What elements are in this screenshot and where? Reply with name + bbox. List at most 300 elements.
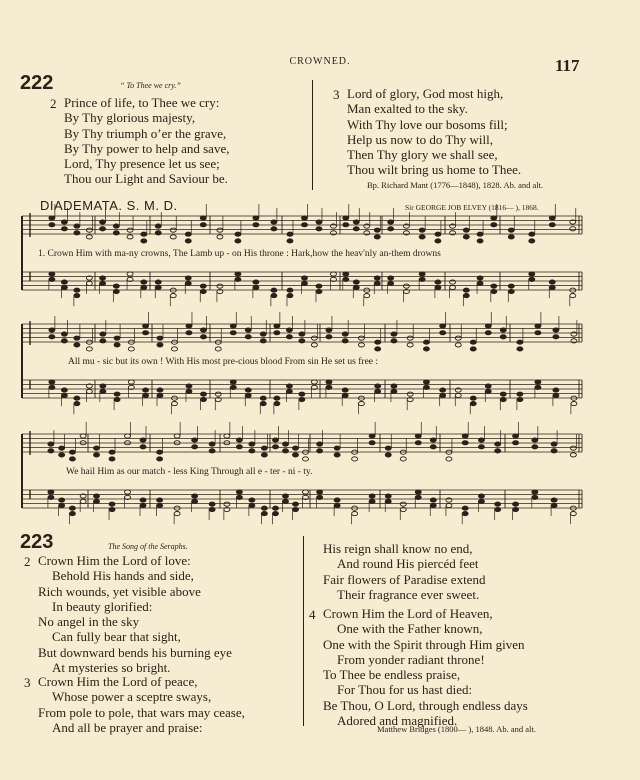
verse-line: By Thy glorious majesty,	[64, 110, 196, 126]
note-head	[369, 434, 375, 438]
note-head	[508, 289, 514, 293]
note-head	[283, 442, 289, 446]
note-head	[283, 494, 289, 498]
note-head	[343, 216, 349, 220]
note-head	[435, 239, 441, 243]
note-head	[157, 450, 163, 454]
note-head	[286, 328, 292, 332]
note-head	[128, 380, 134, 384]
note-head	[430, 503, 436, 507]
note-head	[59, 498, 65, 502]
note-head	[403, 284, 409, 288]
note-head	[553, 335, 559, 339]
note-head	[535, 385, 541, 389]
note-head	[375, 384, 381, 388]
note-head	[293, 453, 299, 457]
note-head	[430, 438, 436, 442]
note-head	[230, 331, 236, 335]
note-head	[358, 343, 364, 347]
note-head	[491, 289, 497, 293]
note-head	[86, 228, 92, 232]
note-head	[463, 294, 469, 298]
note-head	[287, 232, 293, 236]
note-head	[407, 336, 413, 340]
note-head	[94, 453, 100, 457]
note-head	[286, 384, 292, 388]
note-head	[86, 347, 92, 351]
note-head	[74, 343, 80, 347]
note-head	[391, 384, 397, 388]
note-head	[274, 396, 280, 400]
note-head	[215, 347, 221, 351]
note-head	[236, 490, 242, 494]
note-head	[192, 445, 198, 449]
note-head	[69, 450, 75, 454]
note-head	[140, 445, 146, 449]
note-head	[293, 446, 299, 450]
note-head	[353, 227, 359, 231]
note-head	[551, 449, 557, 453]
note-head	[513, 502, 519, 506]
note-head	[455, 336, 461, 340]
note-head	[141, 232, 147, 236]
note-head	[571, 402, 577, 406]
note-head	[478, 438, 484, 442]
note-head	[192, 438, 198, 442]
note-head	[423, 347, 429, 351]
note-head	[491, 284, 497, 288]
note-head	[271, 294, 277, 298]
note-head	[235, 239, 241, 243]
note-head	[532, 495, 538, 499]
note-head	[61, 285, 67, 289]
verse-line: Can fully bear that sight,	[52, 629, 181, 645]
note-head	[342, 332, 348, 336]
note-head	[553, 328, 559, 332]
note-head	[391, 339, 397, 343]
note-head	[353, 280, 359, 284]
note-head	[364, 224, 370, 228]
note-head	[343, 223, 349, 227]
note-head	[192, 499, 198, 503]
verse-line: For Thou for us hast died:	[337, 682, 473, 698]
verse-line: In beauty glorified:	[52, 598, 153, 614]
note-head	[532, 445, 538, 449]
note-head	[114, 397, 120, 401]
note-head	[249, 442, 255, 446]
note-head	[549, 216, 555, 220]
note-head	[463, 235, 469, 239]
note-head	[299, 397, 305, 401]
verse-line: Help us now to do Thy will,	[347, 131, 494, 147]
note-head	[127, 235, 133, 239]
stanza-number: 3	[333, 87, 340, 102]
column-divider	[303, 536, 304, 726]
verse-line: But downward bends his burning eye	[38, 644, 232, 660]
note-head	[388, 227, 394, 231]
note-head	[245, 393, 251, 397]
note-head	[415, 434, 421, 438]
note-head	[140, 438, 146, 442]
note-head	[343, 277, 349, 281]
verse-line: Adored and magnified.	[337, 713, 458, 729]
note-head	[455, 343, 461, 347]
note-head	[342, 339, 348, 343]
lyric-line: All mu - sic but its own ! With His most pre-cious blood From sin He set us free :	[68, 357, 379, 367]
note-head	[352, 457, 358, 461]
note-head	[374, 276, 380, 280]
note-head	[253, 280, 259, 284]
verse-line: Be Thou, O Lord, through endless days	[323, 697, 528, 713]
note-head	[450, 285, 456, 289]
note-head	[463, 288, 469, 292]
verse-line: Crown Him the Lord of peace,	[38, 674, 198, 689]
note-head	[253, 285, 259, 289]
note-head	[230, 385, 236, 389]
note-head	[80, 499, 86, 503]
note-head	[100, 220, 106, 224]
note-head	[74, 402, 80, 406]
note-head	[570, 511, 576, 515]
note-head	[478, 494, 484, 498]
note-head	[334, 498, 340, 502]
note-head	[283, 499, 289, 503]
hymn-222-attribution: Bp. Richard Mant (1776—1848), 1828. Ab. and alt.	[367, 180, 544, 190]
note-head	[388, 220, 394, 224]
verse-line: From yonder radiant throne!	[337, 651, 485, 667]
note-head	[385, 499, 391, 503]
note-head	[200, 335, 206, 339]
note-head	[374, 281, 380, 285]
note-head	[385, 494, 391, 498]
verse-line: Man exalted to the sky.	[347, 101, 468, 117]
note-head	[517, 392, 523, 396]
note-head	[114, 392, 120, 396]
note-head	[374, 235, 380, 239]
note-head	[485, 324, 491, 328]
note-head	[61, 280, 67, 284]
note-head	[477, 239, 483, 243]
note-head	[48, 495, 54, 499]
note-head	[100, 276, 106, 280]
verse-line: No angel in the sky	[38, 614, 140, 630]
note-head	[407, 392, 413, 396]
note-head	[155, 224, 161, 228]
note-head	[100, 281, 106, 285]
note-head	[440, 324, 446, 328]
note-head	[508, 284, 514, 288]
note-head	[440, 393, 446, 397]
note-head	[157, 498, 163, 502]
note-head	[69, 511, 75, 515]
verse-line: One with the Father known,	[337, 621, 483, 637]
note-head	[316, 289, 322, 293]
note-head	[440, 388, 446, 392]
note-head	[245, 335, 251, 339]
stanza-number: 2	[50, 96, 57, 111]
note-head	[462, 506, 468, 510]
note-head	[364, 294, 370, 298]
hymn-223-caption: The Song of the Seraphs.	[108, 542, 188, 551]
note-head	[375, 347, 381, 351]
tune-name: DIADEMATA. S. M. D.	[40, 198, 178, 213]
note-head	[470, 340, 476, 344]
note-head	[249, 498, 255, 502]
note-head	[415, 495, 421, 499]
note-head	[200, 216, 206, 220]
note-head	[358, 402, 364, 406]
note-head	[271, 227, 277, 231]
note-head	[391, 389, 397, 393]
note-head	[217, 284, 223, 288]
note-head	[317, 490, 323, 494]
note-head	[157, 393, 163, 397]
note-head	[529, 272, 535, 276]
verse-line: Crown Him the Lord of love:	[38, 553, 191, 568]
note-head	[549, 223, 555, 227]
note-head	[342, 388, 348, 392]
note-head	[109, 502, 115, 506]
note-head	[141, 280, 147, 284]
note-head	[478, 499, 484, 503]
note-head	[125, 434, 131, 438]
note-head	[109, 450, 115, 454]
note-head	[74, 294, 80, 298]
note-head	[260, 402, 266, 406]
verse-line: By Thy triumph o’er the grave,	[64, 125, 227, 141]
note-head	[157, 503, 163, 507]
note-head	[303, 457, 309, 461]
note-head	[261, 446, 267, 450]
note-head	[155, 285, 161, 289]
note-head	[49, 385, 55, 389]
note-head	[369, 494, 375, 498]
page-number: 117	[555, 56, 580, 75]
note-head	[287, 239, 293, 243]
note-head	[274, 402, 280, 406]
note-head	[535, 331, 541, 335]
note-head	[49, 277, 55, 281]
note-head	[100, 389, 106, 393]
note-head	[391, 332, 397, 336]
note-head	[293, 502, 299, 506]
note-head	[419, 235, 425, 239]
note-head	[462, 441, 468, 445]
note-head	[301, 216, 307, 220]
note-head	[217, 235, 223, 239]
note-head	[271, 288, 277, 292]
note-head	[570, 446, 576, 450]
note-head	[236, 445, 242, 449]
note-head	[435, 280, 441, 284]
note-head	[440, 331, 446, 335]
running-head: CROWNED.	[289, 56, 351, 67]
note-head	[407, 343, 413, 347]
note-head	[74, 224, 80, 228]
stanza-number: 2	[24, 554, 31, 569]
note-head	[192, 494, 198, 498]
note-head	[61, 393, 67, 397]
note-head	[209, 442, 215, 446]
note-head	[495, 449, 501, 453]
note-head	[113, 224, 119, 228]
hymn-223-stanza-3	[38, 674, 245, 735]
note-head	[301, 223, 307, 227]
stanza-number: 3	[24, 675, 31, 690]
note-head	[74, 396, 80, 400]
verse-line: His reign shall know no end,	[323, 541, 473, 556]
note-head	[299, 332, 305, 336]
note-head	[215, 392, 221, 396]
note-head	[253, 216, 259, 220]
hymn-222-caption: “ To Thee we cry.”	[120, 81, 181, 90]
note-head	[513, 507, 519, 511]
note-head	[48, 449, 54, 453]
note-head	[100, 384, 106, 388]
note-head	[235, 277, 241, 281]
note-head	[143, 388, 149, 392]
note-head	[185, 232, 191, 236]
note-head	[114, 336, 120, 340]
note-head	[317, 495, 323, 499]
verse-line: Rich wounds, yet visible above	[38, 583, 201, 599]
note-head	[61, 227, 67, 231]
note-head	[127, 272, 133, 276]
verse-line: One with the Spirit through Him given	[323, 636, 525, 652]
note-head	[49, 380, 55, 384]
note-head	[170, 228, 176, 232]
note-head	[570, 227, 576, 231]
note-head	[185, 281, 191, 285]
note-head	[388, 276, 394, 280]
note-head	[69, 457, 75, 461]
hymn-number-222: 222	[20, 72, 54, 94]
note-head	[274, 324, 280, 328]
note-head	[171, 347, 177, 351]
lyric-line: We hail Him as our match - less King Through all e - ter - ni - ty.	[66, 467, 313, 477]
note-head	[553, 388, 559, 392]
hymn-223-stanza-4	[323, 606, 528, 728]
note-head	[49, 328, 55, 332]
note-head	[200, 223, 206, 227]
hymn-223-stanza-2	[38, 553, 232, 675]
note-head	[49, 335, 55, 339]
note-head	[400, 502, 406, 506]
hymn-223-attribution: Matthew Bridges (1800— ), 1848. Ab. and alt.	[377, 724, 536, 734]
note-head	[157, 343, 163, 347]
note-head	[549, 285, 555, 289]
note-head	[419, 277, 425, 281]
note-head	[245, 328, 251, 332]
note-head	[94, 494, 100, 498]
note-head	[513, 441, 519, 445]
note-head	[224, 502, 230, 506]
note-head	[330, 272, 336, 276]
note-head	[529, 232, 535, 236]
note-head	[326, 380, 332, 384]
verse-line: Thou our Light and Saviour be.	[64, 171, 228, 187]
note-head	[385, 453, 391, 457]
note-head	[230, 380, 236, 384]
note-head	[415, 490, 421, 494]
note-head	[74, 336, 80, 340]
note-head	[343, 272, 349, 276]
note-head	[94, 446, 100, 450]
note-head	[170, 235, 176, 239]
note-head	[369, 499, 375, 503]
note-head	[286, 335, 292, 339]
note-head	[491, 216, 497, 220]
note-head	[415, 441, 421, 445]
note-head	[155, 231, 161, 235]
note-head	[74, 288, 80, 292]
note-head	[143, 331, 149, 335]
note-head	[326, 328, 332, 332]
note-head	[100, 227, 106, 231]
note-head	[470, 402, 476, 406]
note-head	[273, 438, 279, 442]
note-head	[553, 393, 559, 397]
note-head	[435, 285, 441, 289]
note-head	[235, 272, 241, 276]
note-head	[174, 511, 180, 515]
note-head	[423, 380, 429, 384]
note-head	[209, 502, 215, 506]
note-head	[86, 389, 92, 393]
note-head	[128, 347, 134, 351]
note-head	[303, 490, 309, 494]
note-head	[462, 511, 468, 515]
note-head	[113, 289, 119, 293]
note-head	[508, 235, 514, 239]
note-head	[446, 503, 452, 507]
note-head	[353, 285, 359, 289]
note-head	[94, 499, 100, 503]
note-head	[326, 385, 332, 389]
note-head	[500, 335, 506, 339]
note-head	[495, 442, 501, 446]
note-head	[477, 276, 483, 280]
note-head	[141, 239, 147, 243]
note-head	[235, 232, 241, 236]
note-head	[311, 343, 317, 347]
note-head	[155, 280, 161, 284]
note-head	[549, 280, 555, 284]
verse-line: Prince of life, to Thee we cry:	[64, 95, 220, 110]
note-head	[261, 506, 267, 510]
verse-line: Fair flowers of Paradise extend	[323, 571, 486, 587]
note-head	[385, 446, 391, 450]
note-head	[141, 285, 147, 289]
note-head	[274, 331, 280, 335]
note-head	[273, 511, 279, 515]
note-head	[260, 332, 266, 336]
note-head	[326, 335, 332, 339]
note-head	[171, 402, 177, 406]
note-head	[236, 495, 242, 499]
note-head	[127, 228, 133, 232]
note-head	[200, 397, 206, 401]
note-head	[316, 220, 322, 224]
note-head	[249, 449, 255, 453]
note-head	[419, 272, 425, 276]
verse-line: Behold His hands and side,	[52, 568, 194, 584]
note-head	[500, 328, 506, 332]
note-head	[186, 384, 192, 388]
note-head	[419, 228, 425, 232]
note-head	[334, 503, 340, 507]
note-head	[80, 434, 86, 438]
